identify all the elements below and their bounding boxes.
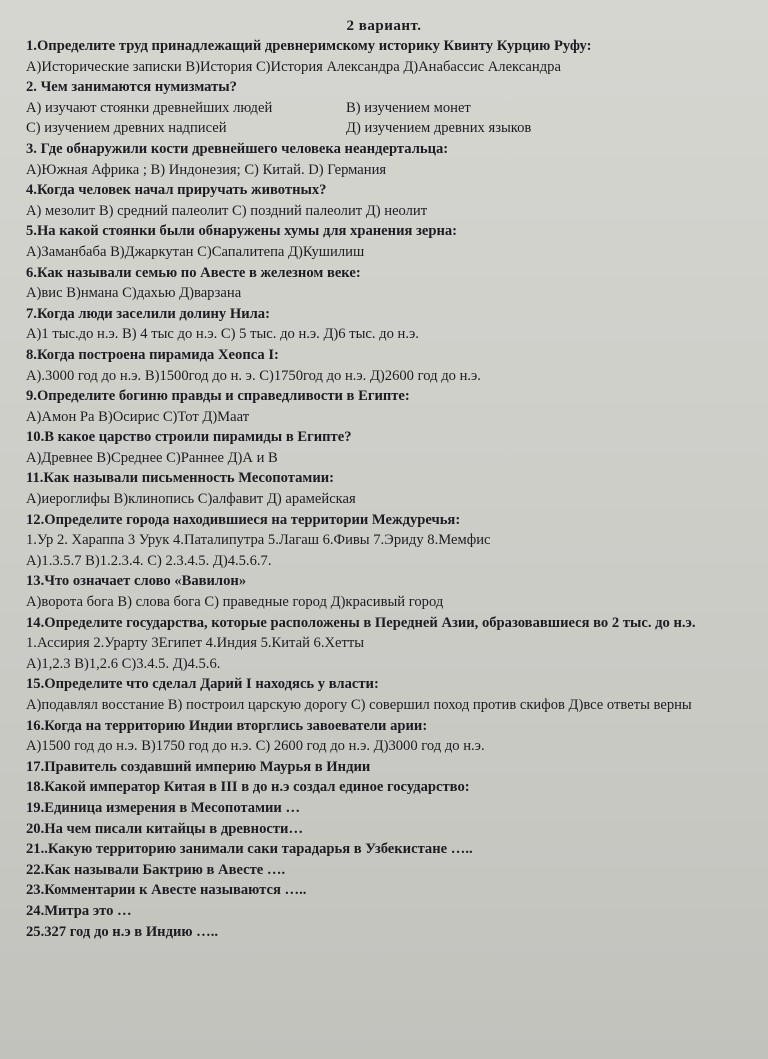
question-13: 13.Что означает слово «Вавилон»	[26, 573, 247, 590]
question-8: 8.Когда построена пирамида Хеопса I:	[26, 346, 279, 363]
question-23: 23.Комментарии к Авесте называются …..	[26, 882, 307, 899]
variant-title: 2 вариант.	[346, 18, 422, 34]
answers-14: А)1,2.3 В)1,2.6 С)3.4.5. Д)4.5.6.	[26, 655, 221, 672]
question-3: 3. Где обнаружили кости древнейшего человека неандертальца:	[26, 140, 449, 157]
answer-2a: А) изучают стоянки древнейших людей	[26, 99, 273, 116]
question-14: 14.Определите государства, которые расположены в Передней Азии, образовавшиеся во 2 тыс. до н.э.	[26, 614, 696, 631]
answers-5: А)Заманбаба В)Джаркутан С)Сапалитепа Д)Кушилиш	[26, 243, 365, 260]
question-16: 16.Когда на территорию Индии вторглись завоеватели арии:	[26, 717, 428, 734]
question-5: 5.На какой стоянки были обнаружены хумы для хранения зерна:	[26, 223, 458, 240]
question-19: 19.Единица измерения в Месопотамии …	[26, 799, 301, 816]
question-25: 25.327 год до н.э в Индию …..	[26, 923, 219, 940]
answers-13: А)ворота бога В) слова бога С) праведные город Д)красивый город	[26, 594, 444, 611]
question-2: 2. Чем занимаются нумизматы?	[26, 79, 237, 96]
question-7: 7.Когда люди заселили долину Нила:	[26, 305, 270, 322]
question-1: 1.Определите труд принадлежащий древнеримскому историку Квинту Курцию Руфу:	[26, 38, 592, 54]
answers-7: А)1 тыс.до н.э. В) 4 тыс до н.э. С) 5 тыс. до н.э. Д)6 тыс. до н.э.	[26, 326, 419, 343]
answers-8: А).3000 год до н.э. В)1500год до н. э. С)1750год до н.э. Д)2600 год до н.э.	[26, 367, 481, 384]
answers-11: А)иероглифы В)клинопись С)алфавит Д) арамейская	[26, 491, 356, 508]
answers-2-row-1	[26, 98, 761, 119]
options-12: 1.Ур 2. Хараппа 3 Урук 4.Паталипутра 5.Лагаш 6.Фивы 7.Эриду 8.Мемфис	[26, 532, 491, 549]
question-22: 22.Как называли Бактрию в Авесте ….	[26, 861, 286, 878]
options-14: 1.Ассирия 2.Урарту 3Египет 4.Индия 5.Китай 6.Хетты	[26, 635, 365, 652]
answer-2b: В) изучением монет	[346, 99, 471, 116]
answers-2-row-2	[26, 118, 761, 139]
question-15: 15.Определите что сделал Дарий I находясь у власти:	[26, 676, 379, 693]
question-6: 6.Как называли семью по Авесте в железном веке:	[26, 264, 361, 281]
answers-3: А)Южная Африка ; В) Индонезия; С) Китай. D) Германия	[26, 161, 387, 178]
question-20: 20.На чем писали китайцы в древности…	[26, 820, 304, 837]
question-18: 18.Какой император Китая в III в до н.э создал единое государство:	[26, 779, 470, 796]
answers-9: А)Амон Ра В)Осирис С)Тот Д)Маат	[26, 408, 250, 425]
question-9: 9.Определите богиню правды и справедливости в Египте:	[26, 388, 410, 405]
question-10: 10.В какое царство строили пирамиды в Египте?	[26, 429, 352, 446]
answer-2c: С) изучением древних надписей	[26, 120, 227, 137]
answers-4: А) мезолит В) средний палеолит С) поздний палеолит Д) неолит	[26, 202, 428, 219]
answers-16: А)1500 год до н.э. В)1750 год до н.э. С) 2600 год до н.э. Д)3000 год до н.э.	[26, 738, 485, 755]
question-4: 4.Когда человек начал приручать животных?	[26, 182, 327, 199]
question-24: 24.Митра это …	[26, 902, 132, 919]
question-21: 21..Какую территорию занимали саки тарадарья в Узбекистане …..	[26, 841, 473, 858]
answer-2d: Д) изучением древних языков	[346, 120, 532, 137]
question-17: 17.Правитель создавший империю Маурья в Индии	[26, 758, 371, 775]
answers-10: А)Древнее В)Среднее С)Раннее Д)А и В	[26, 449, 278, 466]
answers-1: А)Исторические записки В)История С)История Александра Д)Анабассис Александра	[26, 58, 561, 75]
answers-15: А)подавлял восстание В) построил царскую дорогу С) совершил поход против скифов Д)все ответы верны	[26, 697, 692, 713]
question-list	[26, 36, 761, 942]
question-11: 11.Как называли письменность Месопотамии:	[26, 470, 335, 487]
question-12: 12.Определите города находившиеся на территории Междуречья:	[26, 511, 461, 528]
answers-6: А)вис В)нмана С)дахью Д)варзана	[26, 285, 242, 302]
answers-12: А)1.3.5.7 В)1.2.3.4. С) 2.3.4.5. Д)4.5.6.7.	[26, 552, 272, 569]
